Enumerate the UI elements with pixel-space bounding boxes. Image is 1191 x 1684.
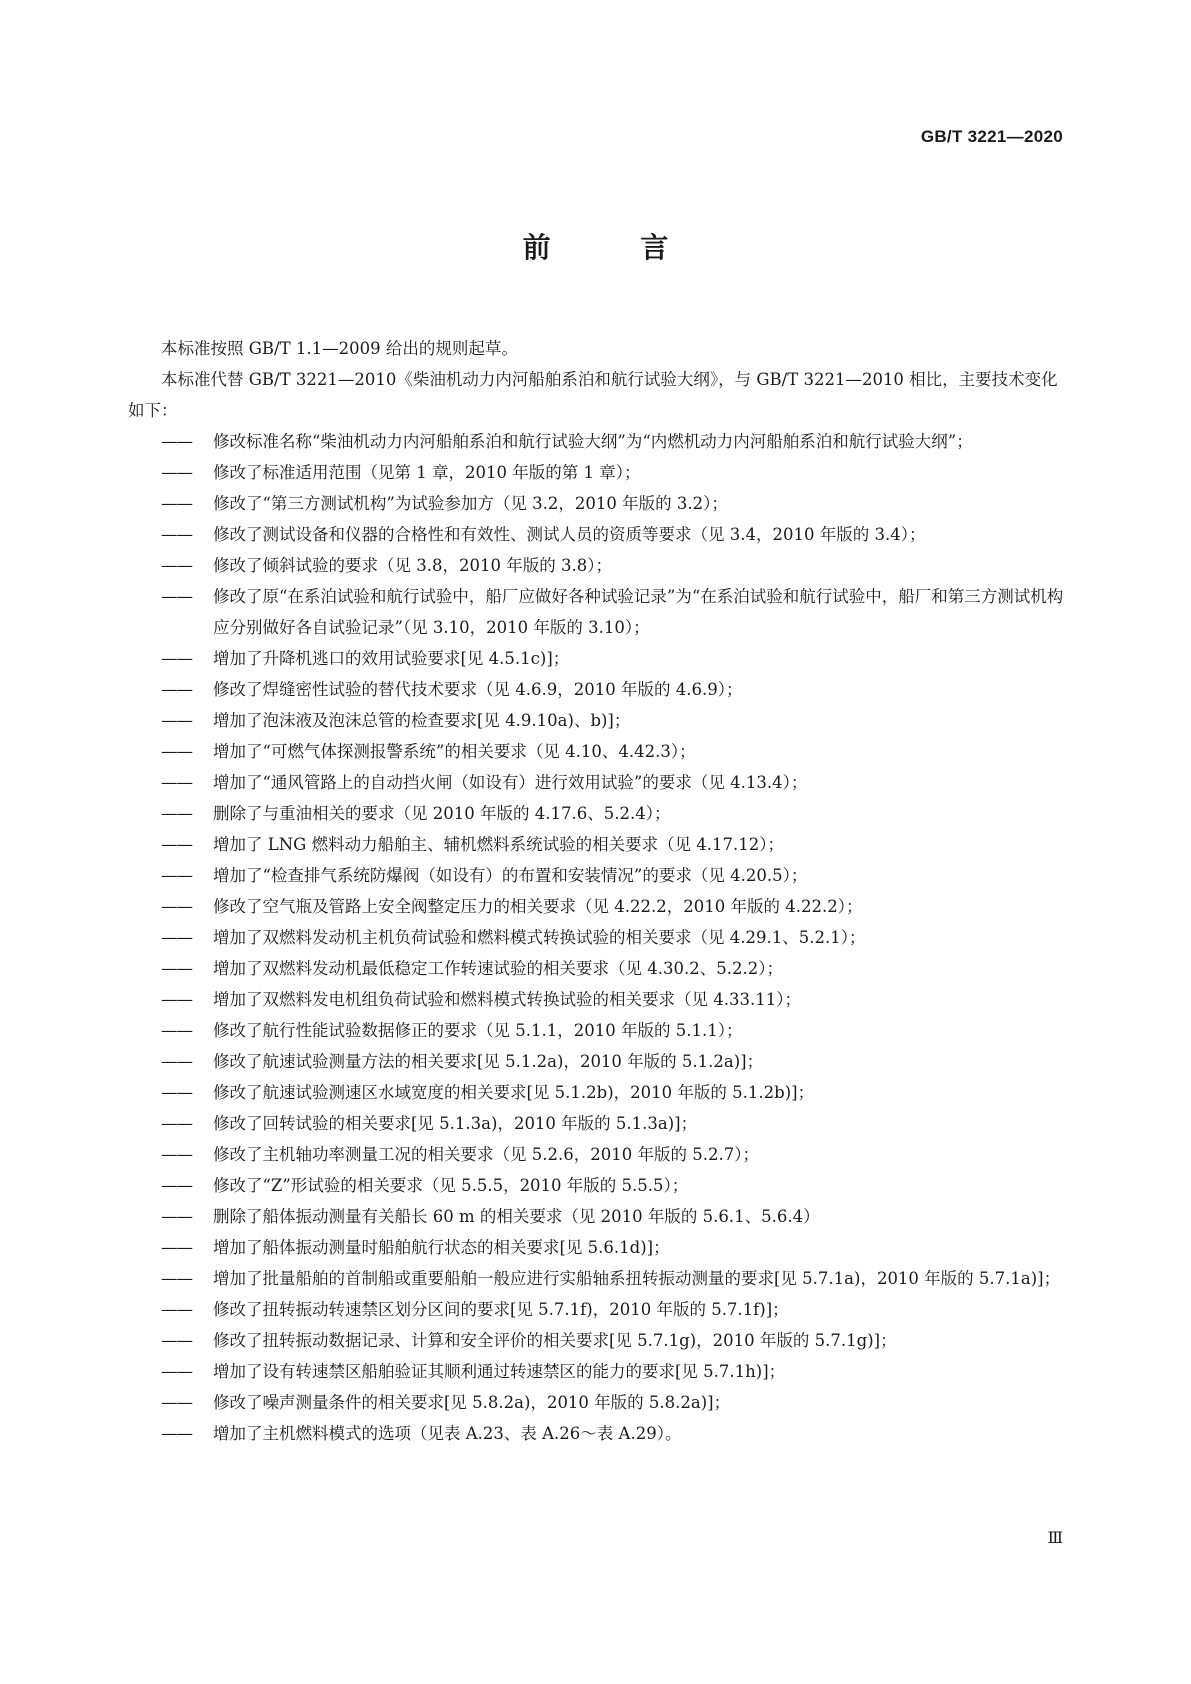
change-item [128,922,1064,953]
list-dash: —— [161,1424,192,1443]
change-item-text: 修改了测试设备和仪器的合格性和有效性、测试人员的资质等要求（见 3.4，2010 年版的 3.4）； [213,525,926,544]
change-item [128,674,1064,705]
change-item [128,1201,1064,1232]
list-dash: —— [161,1176,192,1195]
change-item-text: 修改了空气瓶及管路上安全阀整定压力的相关要求（见 4.22.2，2010 年版的 4.22.2）； [213,897,863,916]
change-item-text: 修改了“第三方测试机构”为试验参加方（见 3.2，2010 年版的 3.2）； [213,494,728,513]
paragraph-drafting-rules: 本标准按照 GB/T 1.1—2009 给出的规则起草。 [161,339,518,358]
list-dash: —— [161,1238,192,1257]
change-item-text: 增加了设有转速禁区船舶验证其顺利通过转速禁区的能力的要求[见 5.7.1h)]； [213,1362,786,1381]
change-item-text: 删除了与重油相关的要求（见 2010 年版的 4.17.6、5.2.4）； [213,804,671,823]
change-item-text: 增加了升降机逃口的效用试验要求[见 4.5.1c)]； [213,649,570,668]
list-dash: —— [161,556,192,575]
change-item [128,984,1064,1015]
change-item [128,953,1064,984]
list-dash: —— [161,1083,192,1102]
change-item-text: 增加了船体振动测量时船舶航行状态的相关要求[见 5.6.1d)]； [213,1238,670,1257]
change-item [128,860,1064,891]
change-item [128,1046,1064,1077]
list-dash: —— [161,866,192,885]
change-item-text: 修改了扭转振动转速禁区划分区间的要求[见 5.7.1f)，2010 年版的 5.7.1f)]； [213,1300,789,1319]
document-body [128,333,1064,1449]
page-title: 前 言 [522,231,709,264]
change-item [128,798,1064,829]
list-dash: —— [161,711,192,730]
list-dash: —— [161,1331,192,1350]
change-item [128,1108,1064,1139]
list-dash: —— [161,463,192,482]
change-item-text: 修改了主机轴功率测量工况的相关要求（见 5.2.6，2010 年版的 5.2.7）； [213,1145,759,1164]
change-item-text: 修改了航速试验测速区水域宽度的相关要求[见 5.1.2b)，2010 年版的 5.1.2b)]； [213,1083,815,1102]
change-item [128,1077,1064,1108]
list-dash: —— [161,1145,192,1164]
list-dash: —— [161,773,192,792]
changes-list [128,426,1064,1449]
list-dash: —— [161,1269,192,1288]
change-item [128,736,1064,767]
standard-code: GB/T 3221—2020 [920,127,1063,146]
change-item [128,767,1064,798]
change-item [128,1418,1064,1449]
change-item-text: 修改了标准适用范围（见第 1 章，2010 年版的第 1 章）； [213,463,641,482]
list-dash: —— [161,649,192,668]
list-dash: —— [161,804,192,823]
change-item [128,1294,1064,1325]
change-item [128,1263,1064,1294]
list-dash: —— [161,897,192,916]
change-item-text: 修改了回转试验的相关要求[见 5.1.3a)，2010 年版的 5.1.3a)]； [213,1114,698,1133]
list-dash: —— [161,742,192,761]
change-item [128,488,1064,519]
change-item-text: 修改了噪声测量条件的相关要求[见 5.8.2a)，2010 年版的 5.8.2a)]； [213,1393,731,1412]
change-item-text: 增加了泡沫液及泡沫总管的检查要求[见 4.9.10a)、b)]； [213,711,631,730]
list-dash: —— [161,1114,192,1133]
list-dash: —— [161,587,192,606]
change-item [128,1232,1064,1263]
change-item [128,891,1064,922]
change-item-text: 修改了倾斜试验的要求（见 3.8，2010 年版的 3.8）； [213,556,612,575]
change-item [128,1325,1064,1356]
change-item [128,705,1064,736]
list-dash: —— [161,680,192,699]
list-dash: —— [161,1021,192,1040]
change-item-text: 修改了“Z”形试验的相关要求（见 5.5.5，2010 年版的 5.5.5）； [213,1176,689,1195]
change-item [128,426,1064,457]
change-item-text: 修改了航行性能试验数据修正的要求（见 5.1.1，2010 年版的 5.1.1）； [213,1021,743,1040]
change-item-text: 修改了航速试验测量方法的相关要求[见 5.1.2a)，2010 年版的 5.1.2a)]； [213,1052,764,1071]
change-item [128,1170,1064,1201]
change-item-text: 增加了“通风管路上的自动挡火闸（如设有）进行效用试验”的要求（见 4.13.4）； [213,773,808,792]
change-item [128,1015,1064,1046]
change-item-text: 增加了双燃料发动机主机负荷试验和燃料模式转换试验的相关要求（见 4.29.1、5.2.1）； [213,928,866,947]
change-item-text: 增加了双燃料发动机最低稳定工作转速试验的相关要求（见 4.30.2、5.2.2）； [213,959,783,978]
change-item [128,1139,1064,1170]
change-item-text: 修改了焊缝密性试验的替代技术要求（见 4.6.9，2010 年版的 4.6.9）； [213,680,743,699]
list-dash: —— [161,1300,192,1319]
change-item-text: 修改标准名称“柴油机动力内河船舶系泊和航行试验大纲”为“内燃机动力内河船舶系泊和航行试验大纲”； [213,432,973,451]
paragraph-replacement-note: 本标准代替 GB/T 3221—2010《柴油机动力内河船舶系泊和航行试验大纲》，与 GB/T 3221—2010 相比，主要技术变化如下： [128,370,1058,420]
list-dash: —— [161,1052,192,1071]
list-dash: —— [161,1393,192,1412]
change-item-text: 增加了“可燃气体探测报警系统”的相关要求（见 4.10、4.42.3）； [213,742,696,761]
change-item-text: 增加了双燃料发电机组负荷试验和燃料模式转换试验的相关要求（见 4.33.11）； [213,990,801,1009]
list-dash: —— [161,959,192,978]
list-dash: —— [161,1362,192,1381]
change-item [128,550,1064,581]
list-dash: —— [161,432,192,451]
change-item [128,829,1064,860]
list-dash: —— [161,835,192,854]
change-item-text: 修改了原“在系泊试验和航行试验中，船厂应做好各种试验记录”为“在系泊试验和航行试验中，船厂和第三方测试机构应分别做好各自试验记录”（见 3.10，2010 年版的 3.10）； [213,587,1064,637]
list-dash: —— [161,494,192,513]
change-item [128,643,1064,674]
list-dash: —— [161,990,192,1009]
change-item [128,519,1064,550]
list-dash: —— [161,1207,192,1226]
change-item-text: 增加了“检查排气系统防爆阀（如设有）的布置和安装情况”的要求（见 4.20.5）； [213,866,808,885]
change-item [128,581,1064,643]
change-item-text: 修改了扭转振动数据记录、计算和安全评价的相关要求[见 5.7.1g)，2010 年版的 5.7.1g)]； [213,1331,897,1350]
change-item-text: 增加了主机燃料模式的选项（见表 A.23、表 A.26～表 A.29）。 [213,1424,682,1443]
change-item-text: 增加了批量船舶的首制船或重要船舶一般应进行实船轴系扭转振动测量的要求[见 5.7.1a)，2010 年版的 5.7.1a)]； [213,1269,1061,1288]
change-item-text: 删除了船体振动测量有关船长 60 m 的相关要求（见 2010 年版的 5.6.1、5.6.4） [213,1207,820,1226]
change-item [128,1356,1064,1387]
page-number: Ⅲ [1047,1528,1063,1547]
change-item-text: 增加了 LNG 燃料动力船舶主、辅机燃料系统试验的相关要求（见 4.17.12）； [213,835,785,854]
list-dash: —— [161,928,192,947]
change-item [128,457,1064,488]
change-item [128,1387,1064,1418]
list-dash: —— [161,525,192,544]
